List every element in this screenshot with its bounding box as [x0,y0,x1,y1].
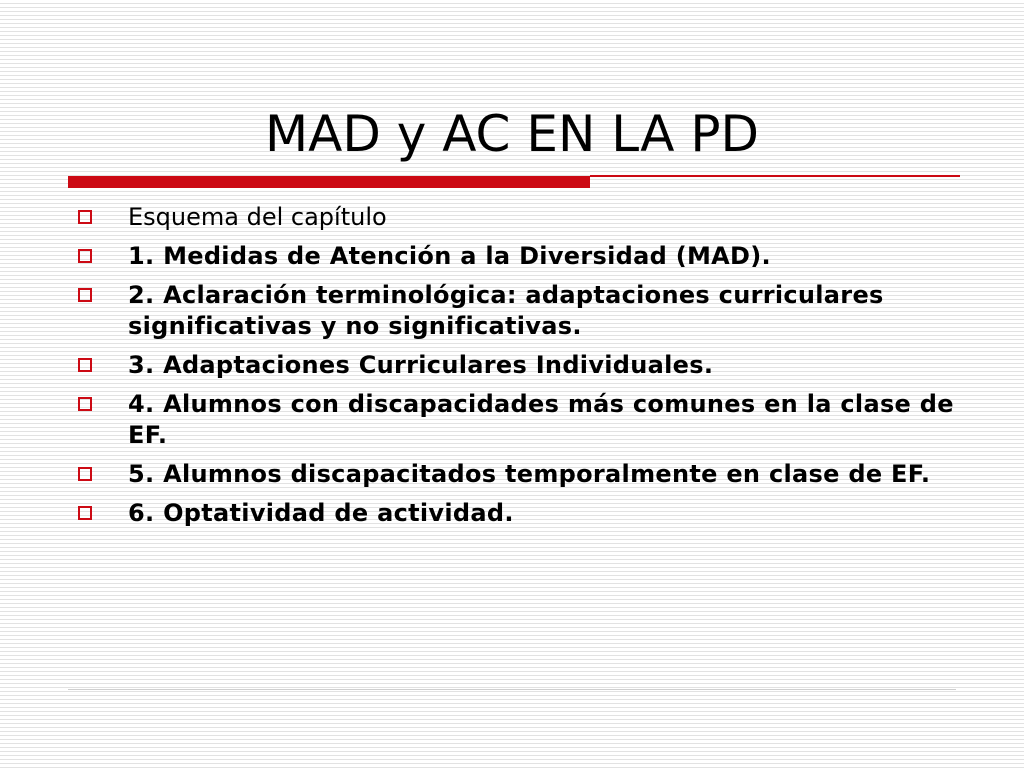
hollow-square-icon [78,506,92,520]
list-item [76,280,956,342]
list-item [76,498,956,529]
hollow-square-icon [78,210,92,224]
title-underline-thin [590,175,960,177]
slide-title: MAD y AC EN LA PD [265,105,759,163]
list-item-text: 6. Optatividad de actividad. [128,499,514,527]
title-underline-thick [68,176,590,188]
list-item-text: 2. Aclaración terminológica: adaptaciones curriculares significativas y no significativas. [128,281,884,340]
hollow-square-icon [78,397,92,411]
list-item-text: 1. Medidas de Atención a la Diversidad (MAD). [128,242,771,270]
footer-divider [68,689,956,690]
list-item-text: Esquema del capítulo [128,203,387,231]
hollow-square-icon [78,358,92,372]
list-item [76,389,956,451]
list-item-text: 4. Alumnos con discapacidades más comunes en la clase de EF. [128,390,954,449]
list-item [76,459,956,490]
bullet-list [76,202,956,537]
hollow-square-icon [78,288,92,302]
hollow-square-icon [78,249,92,263]
list-item [76,241,956,272]
hollow-square-icon [78,467,92,481]
list-item-text: 5. Alumnos discapacitados temporalmente en clase de EF. [128,460,931,488]
list-item-text: 3. Adaptaciones Curriculares Individuales. [128,351,714,379]
list-item [76,202,956,233]
list-item [76,350,956,381]
